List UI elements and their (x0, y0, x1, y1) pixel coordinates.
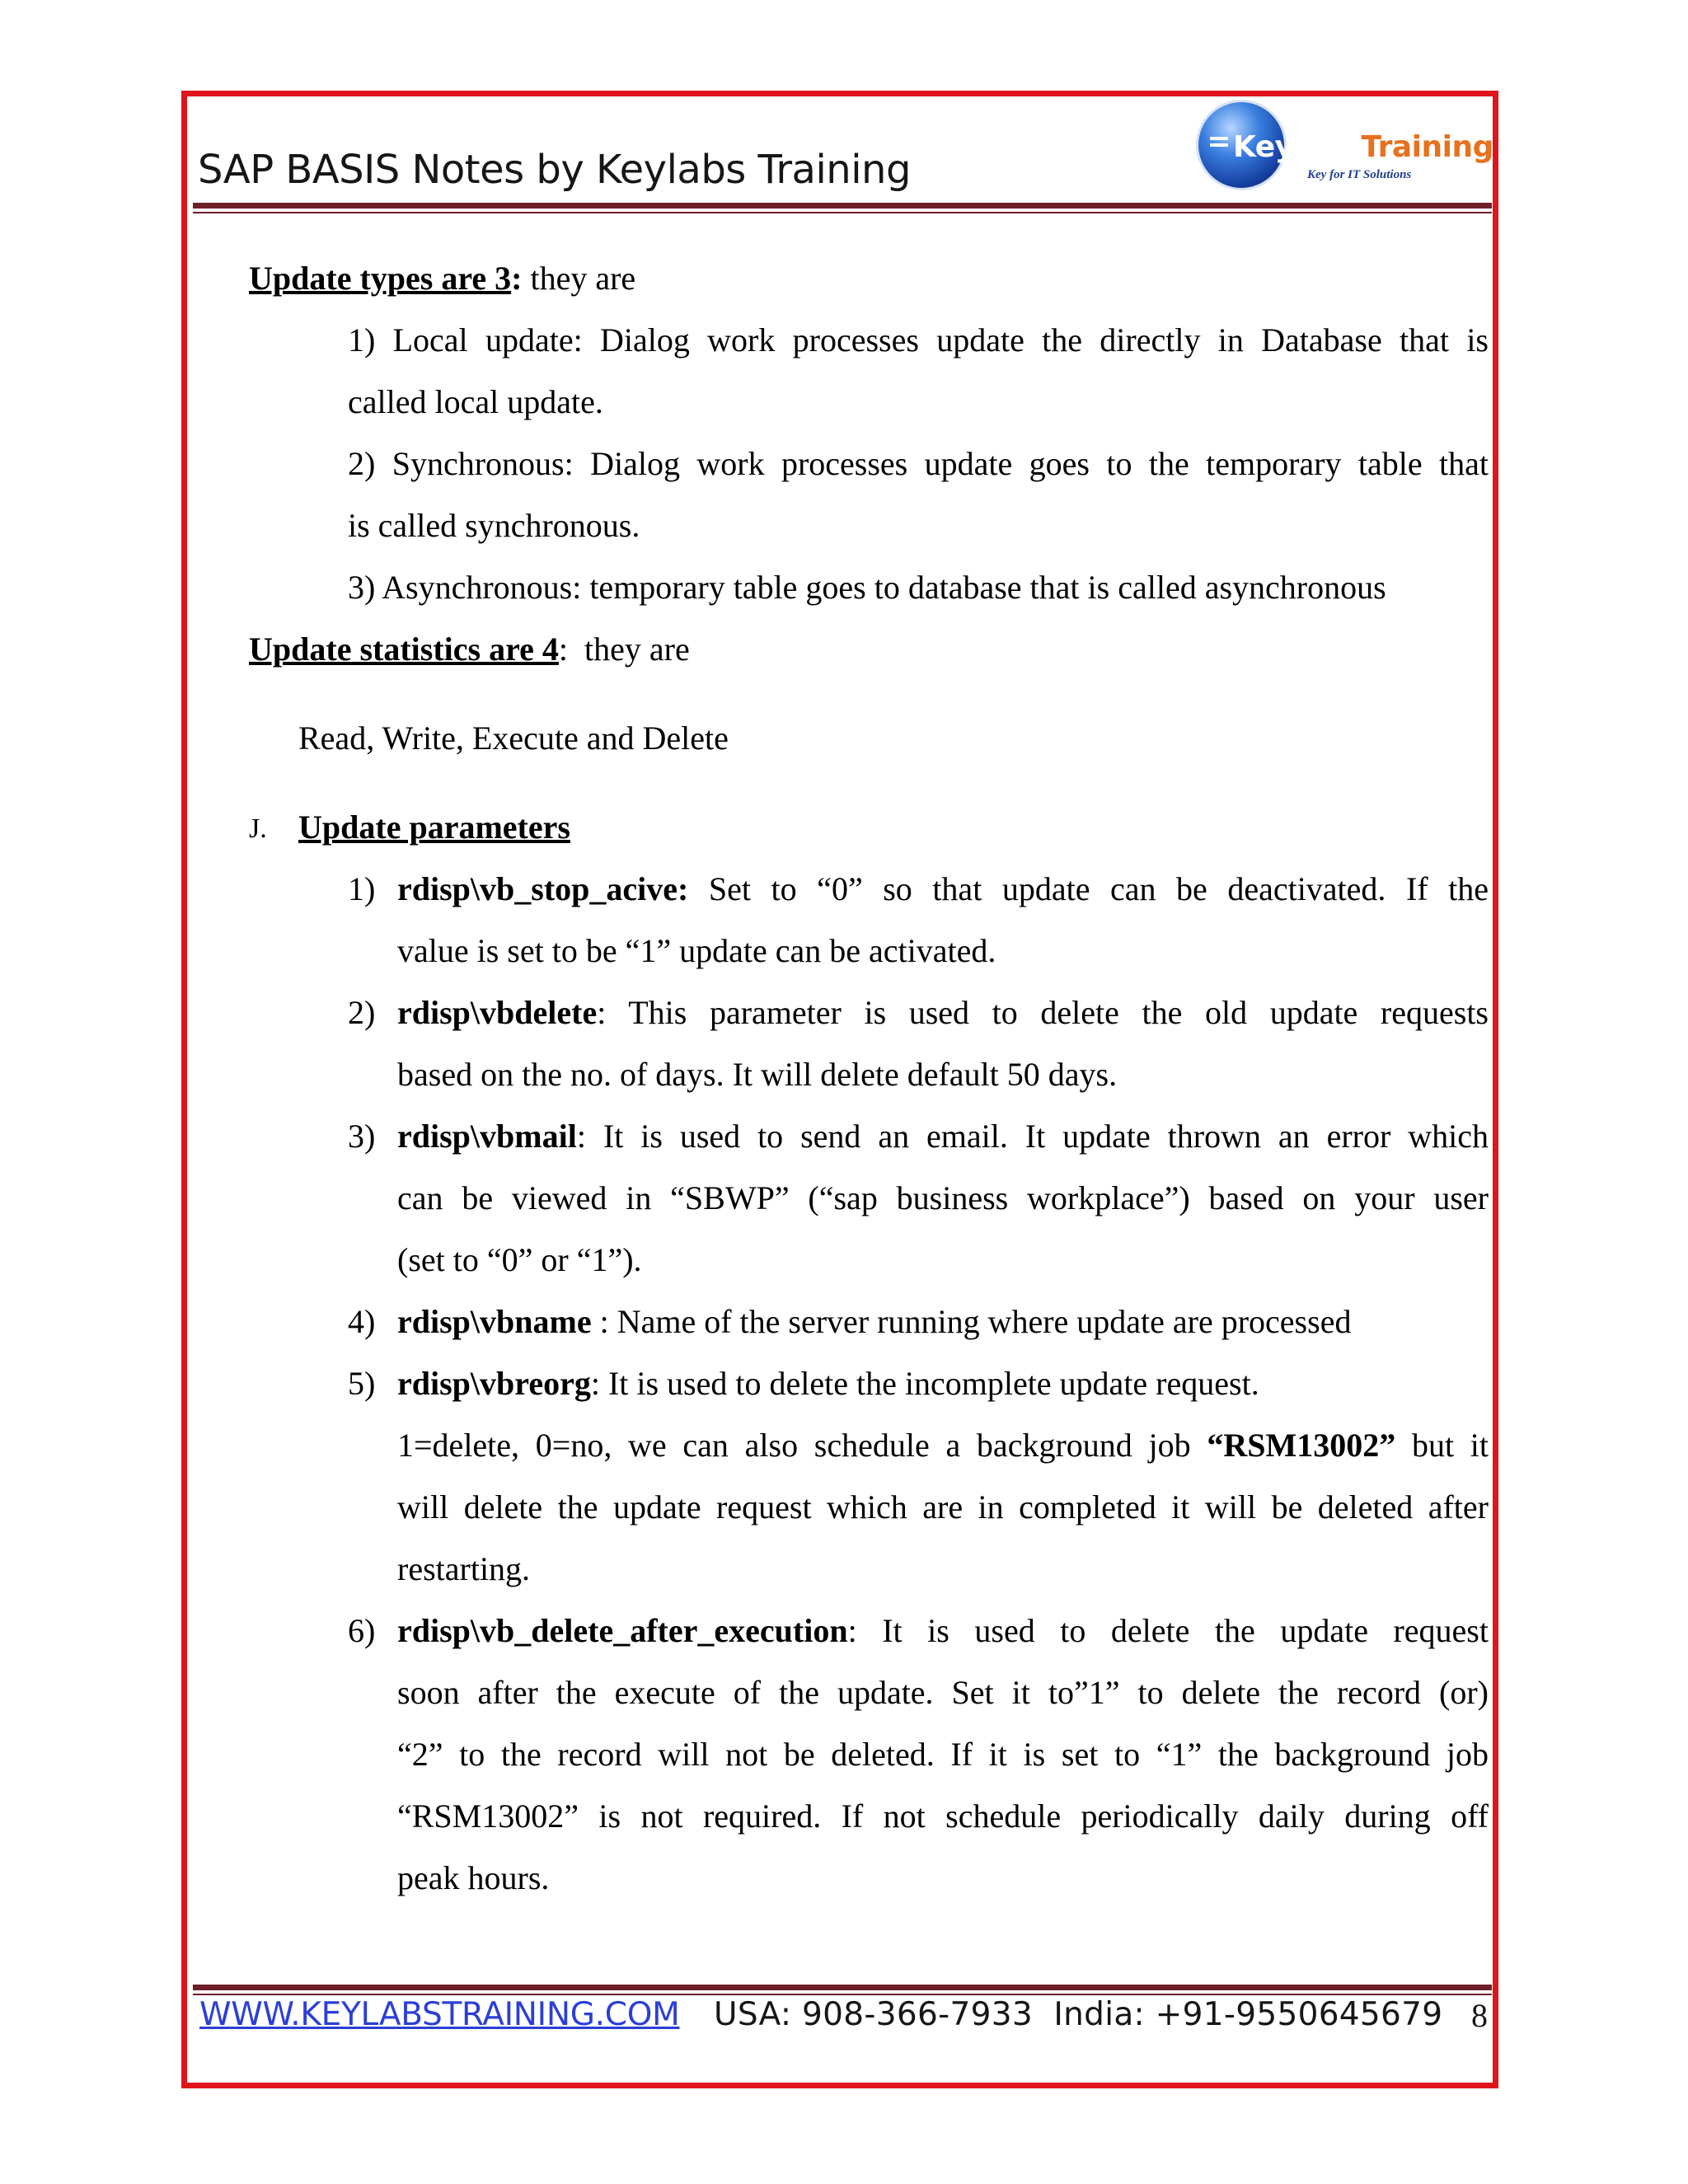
update-statistics-body: Read, Write, Execute and Delete (298, 719, 729, 757)
logo-tagline: Key for IT Solutions (1307, 168, 1412, 181)
update-type-1-line1: 1) Local update: Dialog work processes update the directly in Database that is (348, 321, 1489, 359)
update-parameters-heading: Update parameters (298, 808, 570, 846)
header-rule (193, 203, 1492, 209)
logo-name (1233, 130, 1493, 164)
website-link[interactable]: WWW.KEYLABSTRAINING.COM (199, 1996, 680, 2033)
update-type-1-line2: called local update. (348, 383, 603, 420)
update-statistics-heading: Update statistics are 4 (249, 630, 559, 668)
update-statistics-heading-tail: : they are (558, 630, 690, 668)
param-5-name: rdisp\vbreorg (397, 1365, 591, 1402)
param-4-name: rdisp\vbname (397, 1303, 592, 1340)
param-5-line2: 1=delete, 0=no, we can also schedule a background job “RSM13002” but it (397, 1427, 1489, 1464)
param-6-number: 6) (348, 1612, 376, 1649)
header-rule-thin (193, 212, 1492, 213)
update-types-heading-line: Update types are 3: they are (249, 260, 636, 297)
section-label: J. (249, 813, 267, 844)
page-number: 8 (1471, 1997, 1488, 2034)
update-types-tail-text: they are (522, 260, 636, 297)
param-2-line2: based on the no. of days. It will delete default 50 days. (397, 1056, 1118, 1093)
param-3-number: 3) (348, 1118, 376, 1155)
param-3-name: rdisp\vbmail (397, 1118, 577, 1155)
param-1-number: 1) (348, 870, 376, 907)
bars-icon (1210, 137, 1228, 155)
logo-name-part1: Keylabs (1233, 130, 1362, 164)
update-type-3-line1: 3) Asynchronous: temporary table goes to database that is called asynchronous (348, 569, 1386, 606)
param-2-number: 2) (348, 994, 376, 1031)
param-6-line5: peak hours. (397, 1859, 550, 1896)
footer-rule (193, 1985, 1492, 1990)
footer-rule-thin (193, 1994, 1492, 1995)
param-3-line1: rdisp\vbmail: It is used to send an email. It update thrown an error which (397, 1118, 1489, 1155)
param-5-line1: rdisp\vbreorg: It is used to delete the incomplete update request. (397, 1365, 1259, 1402)
param-6-name: rdisp\vb_delete_after_execution (397, 1612, 848, 1649)
param-1-line1: rdisp\vb_stop_acive: Set to “0” so that update can be deactivated. If the (397, 870, 1489, 907)
param-1-name: rdisp\vb_stop_acive: (397, 870, 689, 907)
param-2-line1: rdisp\vbdelete: This parameter is used to delete the old update requests (397, 994, 1489, 1031)
logo-name-part2: Training (1361, 130, 1493, 164)
update-types-heading: Update types are 3 (249, 260, 512, 297)
update-type-2-line1: 2) Synchronous: Dialog work processes update goes to the temporary table that (348, 445, 1489, 482)
param-5-number: 5) (348, 1365, 376, 1402)
param-4-number: 4) (348, 1303, 376, 1340)
update-type-2-line2: is called synchronous. (348, 507, 640, 544)
update-statistics-heading-line (249, 618, 690, 680)
param-3-line3: (set to “0” or “1”). (397, 1241, 642, 1278)
param-2-name: rdisp\vbdelete (397, 994, 598, 1031)
param-1-line2: value is set to be “1” update can be activated. (397, 932, 996, 969)
job-name: “RSM13002” (1207, 1427, 1396, 1464)
param-5-line4: restarting. (397, 1550, 531, 1587)
keylabs-logo (1193, 97, 1493, 196)
param-6-line1: rdisp\vb_delete_after_execution: It is used to delete the update request (397, 1612, 1489, 1649)
contact-phones: USA: 908-366-7933 India: +91-9550645679 (714, 1996, 1443, 2033)
param-6-line4: “RSM13002” is not required. If not schedule periodically daily during off (397, 1797, 1489, 1835)
header-title: SAP BASIS Notes by Keylabs Training (198, 147, 911, 193)
param-5-line3: will delete the update request which are in completed it will be deleted after (397, 1488, 1489, 1526)
param-3-line2: can be viewed in “SBWP” (“sap business workplace”) based on your user (397, 1179, 1489, 1216)
param-6-line3: “2” to the record will not be deleted. If it is set to “1” the background job (397, 1736, 1489, 1773)
param-6-line2: soon after the execute of the update. Set it to”1” to delete the record (or) (397, 1674, 1489, 1711)
param-4-line1: rdisp\vbname : Name of the server running where update are processed (397, 1303, 1352, 1340)
